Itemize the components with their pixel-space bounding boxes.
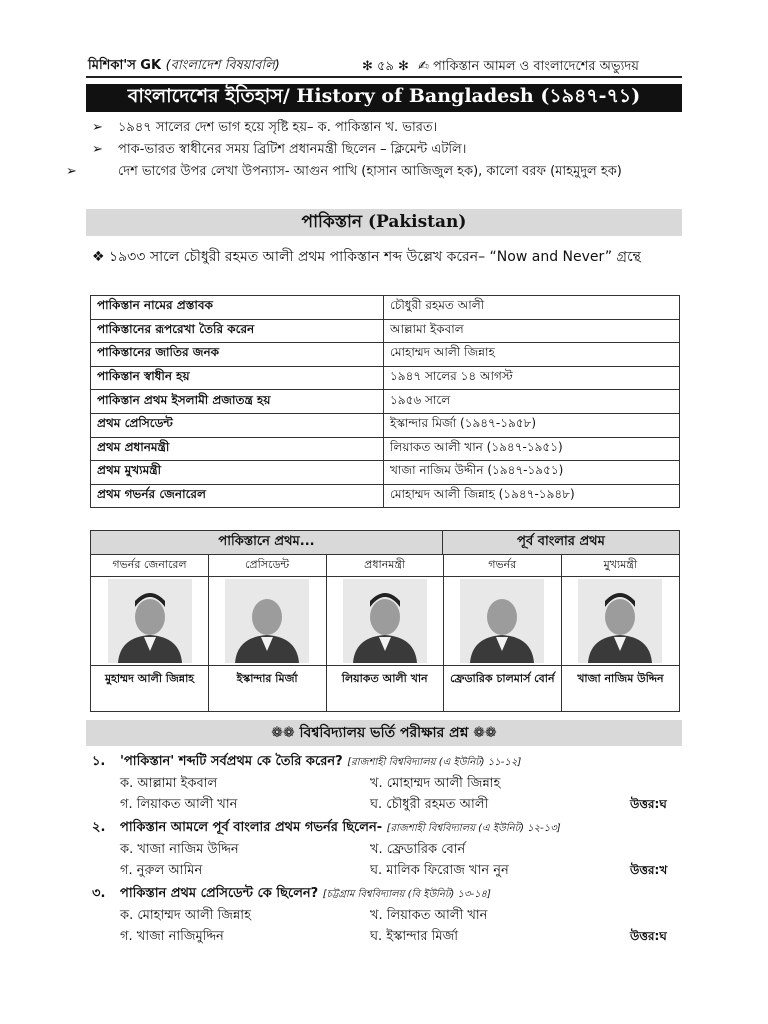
arrow-bullet-icon: ➢ [92,142,103,157]
portrait-card [91,555,209,711]
bullet-item [92,117,682,139]
chapter-title: ✍ পাকিস্তান আমল ও বাংলাদেশের অভ্যুদয় [418,59,639,74]
option-text: গ. লিয়াকত আলী খান [120,797,238,812]
fact-value: মোহাম্মদ আলী জিন্নাহ (১৯৪৭-১৯৪৮) [384,484,680,508]
option-text: ক. মোহাম্মদ আলী জিন্নাহ [120,908,251,923]
fact-row [91,461,680,485]
portrait-name: ফ্রেডারিক চালমার্স বোর্ন [444,665,561,711]
option-text: গ. নুরুল আমিন [120,863,203,878]
option-text: ক. খাজা নাজিম উদ্দিন [120,842,239,857]
portrait-role: প্রেসিডেন্ট [209,555,326,577]
brand-text: মিশিকা'স GK [88,58,162,73]
portrait-name: মুহাম্মদ আলী জিন্নাহ [91,665,208,711]
header-divider [86,76,682,78]
fact-key: প্রথম প্রেসিডেন্ট [91,413,384,437]
option-text: খ. লিয়াকত আলী খান [370,908,488,923]
fact-key: প্রথম গভর্নর জেনারেল [91,484,384,508]
fact-row [91,484,680,508]
fact-value: চৌধুরী রহমত আলী [384,296,680,320]
question-stem: পাকিস্তান আমলে পূর্ব বাংলার প্রথম গভর্নর ছিলেন- [120,820,383,835]
pakistan-facts-table [90,295,680,508]
page-number: ✻ ৫৯ ✻ [362,59,409,74]
answer-label: উত্তর:ঘ [630,797,667,811]
portrait-photo [209,577,326,665]
portrait-photo [444,577,561,665]
bullet-item [92,139,682,161]
option-text: ঘ. ইস্কান্দার মির্জা [370,929,459,944]
bullet-item [66,161,682,183]
section-heading-exam: ❁❁ বিশ্ববিদ্যালয় ভর্তি পরীক্ষার প্রশ্ন ❁❁ [86,720,682,746]
firsts-portrait-grid [90,530,680,712]
fact-row [91,366,680,390]
question-text [120,884,491,905]
portrait-photo [91,577,208,665]
option-text: খ. মোহাম্মদ আলী জিন্নাহ [370,776,501,791]
fact-row [91,390,680,414]
fact-key: প্রথম মুখ্যমন্ত্রী [91,461,384,485]
fact-row [91,413,680,437]
group-heading-pakistan: পাকিস্তানে প্রথম... [91,531,443,555]
option-text: ঘ. চৌধুরী রহমত আলী [370,797,489,812]
portrait-role: গভর্নর জেনারেল [91,555,208,577]
fact-value: ইস্কান্দার মির্জা (১৯৪৭-১৯৫৮) [384,413,680,437]
bullet-text: দেশ ভাগের উপর লেখা উপন্যাস- আগুন পাখি (হাসান আজিজুল হক), কালো বরফ (মাহমুদুল হক) [118,164,622,179]
option-text: ঘ. মালিক ফিরোজ খান নুন [370,863,509,878]
portrait-name: খাজা নাজিম উদ্দিন [561,665,679,711]
fact-key: পাকিস্তান নামের প্রস্তাবক [91,296,384,320]
fact-value: মোহাম্মদ আলী জিন্নাহ [384,343,680,367]
fact-value: ১৯৫৬ সালে [384,390,680,414]
question-stem: পাকিস্তান প্রথম প্রেসিডেন্ট কে ছিলেন? [120,886,319,901]
portrait-name: ইস্কান্দার মির্জা [209,665,326,711]
option-text: খ. ফ্রেডারিক বোর্ন [370,842,466,857]
answer-label: উত্তর:ঘ [630,929,667,943]
fact-value: লিয়াকত আলী খান (১৯৪৭-১৯৫১) [384,437,680,461]
subject-text: (বাংলাদেশ বিষয়াবলি) [165,58,280,73]
answer-label: উত্তর:খ [630,863,668,877]
portrait-card [209,555,327,711]
question-text [120,752,521,773]
fact-value: আল্লামা ইকবাল [384,319,680,343]
question-number: ৩. [92,886,106,901]
portrait-photo [326,577,443,665]
question-source: [চট্টগ্রাম বিশ্ববিদ্যালয় (বি ইউনিট) ১৩-১৪] [322,889,491,900]
intro-note: ❖ ১৯৩৩ সালে চৌধুরী রহমত আলী প্রথম পাকিস্তান শব্দ উল্লেখ করেন– “Now and Never” গ্রন্থে [92,249,641,265]
portrait-photo [561,577,679,665]
fact-key: পাকিস্তানের জাতির জনক [91,343,384,367]
question-source: [রাজশাহী বিশ্ববিদ্যালয় (এ ইউনিট) ১২-১৩] [386,823,561,834]
portrait-role: প্রধানমন্ত্রী [326,555,443,577]
arrow-bullet-icon: ➢ [66,164,77,179]
question-source: [রাজশাহী বিশ্ববিদ্যালয় (এ ইউনিট) ১১-১২] [347,757,522,768]
portrait-card [561,555,679,711]
option-text: গ. খাজা নাজিমুদ্দিন [120,929,224,944]
portrait-name: লিয়াকত আলী খান [326,665,443,711]
question-text [120,818,561,839]
fact-key: পাকিস্তানের রূপরেখা তৈরি করেন [91,319,384,343]
question-stem: 'পাকিস্তান' শব্দটি সর্বপ্রথম কে তৈরি করেন? [120,754,343,769]
bullet-text: পাক-ভারত স্বাধীনের সময় ব্রিটিশ প্রধানমন্ত্রী ছিলেন – ক্লিমেন্ট এটলি। [118,142,467,157]
option-text: ক. আল্লামা ইকবাল [120,776,218,791]
fact-row [91,437,680,461]
portrait-role: গভর্নর [444,555,561,577]
fact-row [91,319,680,343]
page-title: বাংলাদেশের ইতিহাস/ History of Bangladesh (১৯৪৭-৭১) [86,84,682,112]
fact-key: প্রথম প্রধানমন্ত্রী [91,437,384,461]
question-number: ১. [92,754,106,769]
group-heading-east-bengal: পূর্ব বাংলার প্রথম [443,531,679,555]
portrait-card [444,555,562,711]
fact-row [91,296,680,320]
fact-key: পাকিস্তান প্রথম ইসলামী প্রজাতন্ত্র হয় [91,390,384,414]
fact-key: পাকিস্তান স্বাধীন হয় [91,366,384,390]
section-heading-pakistan: পাকিস্তান (Pakistan) [86,209,682,236]
bullet-text: ১৯৪৭ সালের দেশ ভাগ হয়ে সৃষ্টি হয়– ক. পাকিস্তান খ. ভারত। [118,120,438,135]
portrait-card [326,555,444,711]
fact-row [91,343,680,367]
portrait-role: মুখ্যমন্ত্রী [561,555,679,577]
arrow-bullet-icon: ➢ [92,120,103,135]
book-brand [88,56,280,77]
fact-value: খাজা নাজিম উদ্দীন (১৯৪৭-১৯৫১) [384,461,680,485]
fact-value: ১৯৪৭ সালের ১৪ আগস্ট [384,366,680,390]
question-number: ২. [92,820,106,835]
